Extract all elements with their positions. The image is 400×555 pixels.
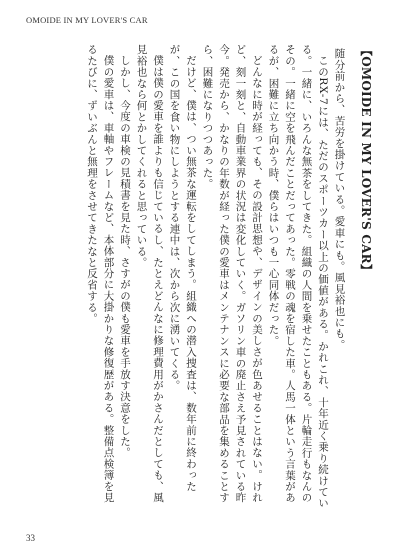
page-number: 33 <box>26 533 35 543</box>
story-paragraph-4: だけど、僕は、つい無茶な運転をしてしまう。組織への潜入捜査は、数年前に終わったが、この国を食い物にしようとする連中は、次から次に湧いてくる。 <box>168 44 197 492</box>
story-title: 【OMOIDE IN MY LOVER'S CAR】 <box>359 44 373 276</box>
story-paragraph-1: 随分前から、苦労を掛けている。愛車にも。風見裕也にも。 <box>333 48 346 351</box>
story-paragraph-2: このRX-7には、ただのスポーツカー以上の価値がある。かれこれ、十年近く乗り続けている。一緒に、いろんな無茶をしてきた。組織の人間を乗せたこともある。片輪走行もなんのその。一緒に空を飛んだことだってあった。零戦の魂を宿した車。人馬一体という言葉があるが、困難に立ち向かう時、僕らはいつも一心同体だった。 <box>267 44 329 509</box>
story-paragraph-3: どんなに時が経っても、その設計思想や、デザインの美しさが色あせることはない。けれど、刻一刻と、自動車業界の状況は変化していく。ガソリン車の廃止さえ予見されている昨今。発売から、かなりの年数が経った僕の愛車はメンテナンスに必要な部品を集めることすら、困難になりつつあった。 <box>201 44 263 504</box>
running-header-title: OMOIDE IN MY LOVER'S CAR <box>26 15 148 25</box>
story-paragraph-5: 僕は僕の愛車を誰よりも信じているし、たとえどんなに修理費用がかさんだとしても、風見裕也なら何とかしてくれると思っている。 <box>135 44 164 503</box>
story-paragraph-6: しかし、今度の車検の見積書を見た時、さすがの僕も愛車を手放す決意をした。 <box>119 54 131 458</box>
story-paragraph-7: 僕の愛車は、車軸やフレームなど、本体部分に大掛かりな修復歴がある。整備点検簿を見るたびに、ずいぶんと無理をさせてきたなと反省する。 <box>86 44 115 503</box>
story-body <box>24 44 374 509</box>
